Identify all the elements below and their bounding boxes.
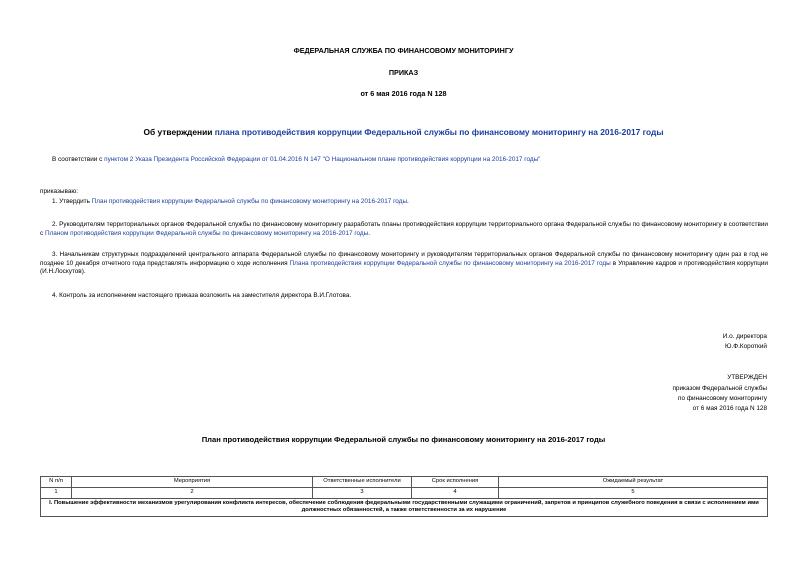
table-cell: 1 (41, 487, 72, 498)
approval-line-2: приказом Федеральной службы (672, 385, 767, 392)
item-2 (40, 221, 768, 238)
preamble-text: В соответствии с (52, 156, 105, 163)
col-header-activities: Мероприятия (72, 477, 313, 488)
order-word: приказываю: (40, 188, 78, 195)
doc-title-link[interactable]: плана противодействия коррупции Федеральной службы по финансовому мониторингу на 2016-2017 годы (214, 127, 664, 137)
item-3-link[interactable]: Плана противодействия коррупции Федеральной службы по финансовому мониторингу на 2016-2017 годы (289, 259, 611, 267)
col-header-number: N п/п (41, 477, 72, 488)
item-3-text: 3. Начальникам структурных подразделений центрального аппарата Федеральной службы по финансовому мониторингу и руководителям территориальных органов Федеральной службы по финансовому мониторингу один раз в год не позднее 10 декабря отчетного года представлять информацию о ходе исполнения (40, 251, 768, 267)
preamble (52, 156, 772, 165)
agency-name: ФЕДЕРАЛЬНАЯ СЛУЖБА ПО ФИНАНСОВОМУ МОНИТОРИНГУ (293, 46, 514, 55)
table-cell: 3 (313, 487, 412, 498)
section-heading: I. Повышение эффективности механизмов урегулирования конфликта интересов, обеспечение соблюдения федеральными государственными служащими ограничений, запретов и принципов служебного поведения в связи с исполнением ими должностных обязанностей, а также ответственности за их нарушение (41, 498, 768, 517)
table-number-row (41, 487, 768, 498)
item-1-text: 1. Утвердить (52, 198, 92, 205)
table-cell: 5 (499, 487, 768, 498)
doc-title-prefix: Об утверждении (143, 127, 215, 137)
approval-line-3: по финансовому мониторингу (677, 395, 767, 402)
item-1-link[interactable]: План противодействия коррупции Федеральной службы по финансовому мониторингу на 2016-2017 годы (91, 198, 408, 205)
preamble-link[interactable]: пунктом 2 Указа Президента Российской Федерации от 01.04.2016 N 147 "О Национальном плане противодействия коррупции на 2016-2017 годы" (104, 156, 541, 163)
item-3 (40, 251, 768, 277)
approval-label: УТВЕРЖДЕН (727, 374, 767, 381)
doc-type: ПРИКАЗ (388, 68, 419, 77)
item-3-end: в Управление кадров и противодействия коррупции (И.Н.Лоскутов). (40, 259, 768, 276)
col-header-responsible: Ответственные исполнители (313, 477, 412, 488)
item-1 (40, 198, 768, 207)
table-cell: 4 (412, 487, 499, 498)
table-section-row (41, 498, 768, 517)
item-2-link[interactable]: Планом противодействия коррупции Федеральной службы по финансовому мониторингу на 2016-2017 годы (44, 229, 369, 237)
signature-name: Ю.Ф.Короткий (725, 343, 767, 350)
signature-position: И.о. директора (722, 333, 767, 340)
item-2-end: . (368, 229, 371, 237)
table-cell: 2 (72, 487, 313, 498)
doc-date: от 6 мая 2016 года N 128 (360, 89, 447, 98)
plan-title: План противодействия коррупции Федеральной службы по финансовому мониторингу на 2016-2017 годы (201, 435, 606, 444)
item-4: 4. Контроль за исполнением настоящего приказа возложить на заместителя директора В.И.Глотова. (52, 292, 352, 299)
item-2-text: 2. Руководителям территориальных органов Федеральной службы по финансовому мониторингу разработать планы противодействия коррупции территориального органа Федеральной службы по финансовому мониторингу в соответствии с (40, 221, 768, 237)
doc-title (0, 127, 807, 138)
plan-table (40, 476, 768, 517)
item-1-end: . (407, 198, 409, 205)
col-header-deadline: Срок исполнения (412, 477, 499, 488)
table-header-row (41, 477, 768, 488)
col-header-result: Ожидаемый результат (499, 477, 768, 488)
approval-line-4: от 6 мая 2016 года N 128 (692, 405, 767, 412)
